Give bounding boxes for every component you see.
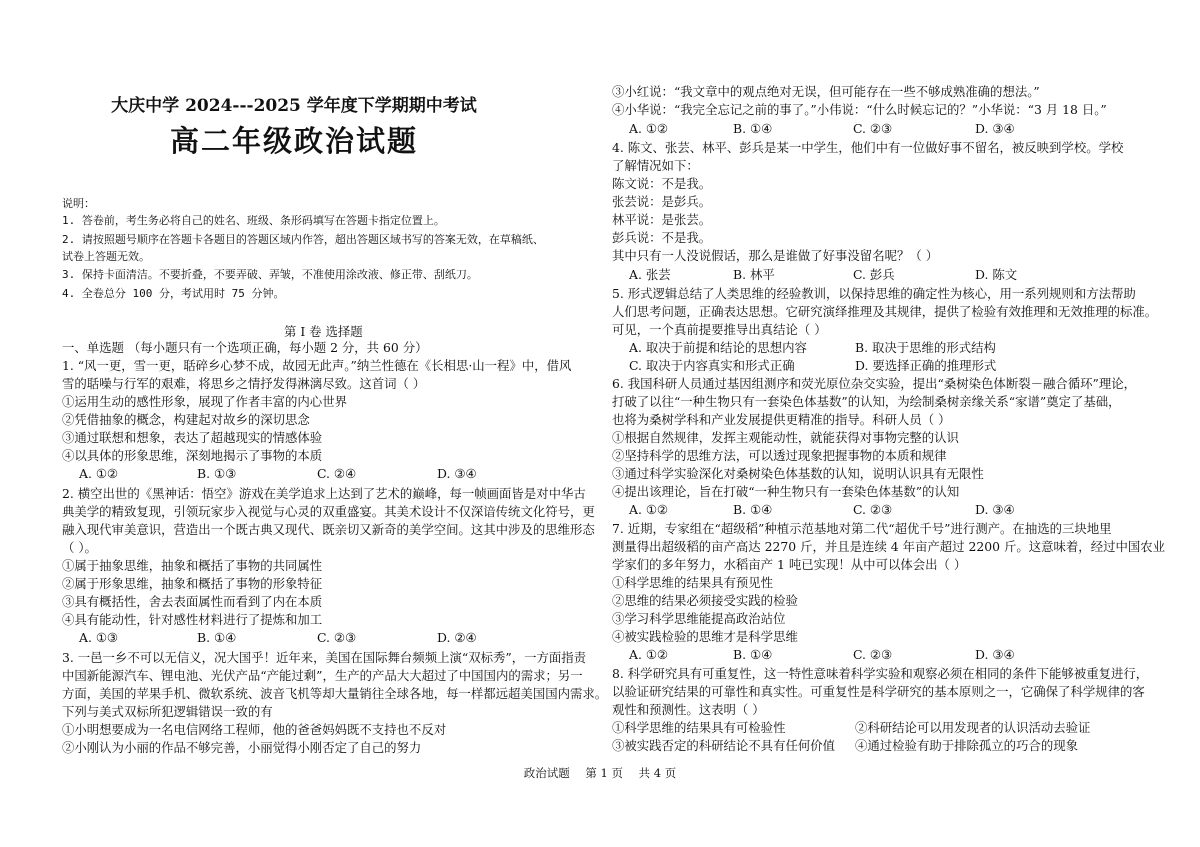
question-stem: 测量得出超级稻的亩产高达 2270 斤，并且是连续 4 年亩产超过 2200 斤。这意味着，经过中国农业 [612, 539, 1166, 554]
question-statement: ④以具体的形象思维，深刻地揭示了事物的本质 [62, 448, 323, 463]
option-b[interactable]: B. 取决于思维的形式结构 [855, 340, 996, 355]
question-statement: ④通过检验有助于排除孤立的巧合的现象 [855, 738, 1079, 753]
option-a[interactable]: A. ①② [629, 121, 669, 136]
exam-school-heading: 大庆中学 2024---2025 学年度下学期期中考试 [111, 96, 477, 116]
question-statement: 林平说：是张芸。 [612, 212, 712, 227]
answer-options [79, 465, 477, 483]
footer-total-pages: 共 4 页 [638, 766, 677, 780]
instructions-heading: 说明： [62, 197, 95, 210]
answer-options [629, 266, 1017, 284]
footer-subject: 政治试题 [523, 766, 570, 780]
question-statement: ②思维的结果必须接受实践的检验 [612, 593, 798, 608]
question-statement: ③通过科学实验深化对桑树染色体基数的认知，说明认识具有无限性 [612, 466, 984, 481]
question-statement: ③被实践否定的科研结论不具有任何价值 [612, 738, 836, 753]
answer-options [79, 629, 477, 647]
option-b[interactable]: B. ①③ [197, 466, 237, 481]
option-b[interactable]: B. ①④ [733, 647, 773, 662]
exam-title: 高二年级政治试题 [169, 124, 418, 158]
option-a[interactable]: A. ①② [629, 647, 669, 662]
question-statement: ②坚持科学的思维方法，可以透过现象把握事物的本质和规律 [612, 448, 947, 463]
option-c[interactable]: C. ②③ [853, 502, 893, 517]
question-stem: 雪的聒噪与行军的艰难，将思乡之情抒发得淋漓尽致。这首词（ ） [62, 376, 426, 391]
question-stem: 方面，美国的苹果手机、微软系统、波音飞机等却大量销往全球各地，每一样都远超美国国内需求。 [62, 686, 608, 701]
footer-page-number: 第 1 页 [585, 766, 623, 780]
question-stem: 了解情况如下： [612, 158, 699, 173]
answer-options [629, 120, 1015, 138]
question-statement: ①运用生动的感性形象，展现了作者丰富的内心世界 [62, 394, 347, 409]
instruction-line: 3. 保持卡面清洁。不要折叠，不要弄破、弄皱，不准使用涂改液、修正带、刮纸刀。 [62, 268, 478, 281]
question-stem: 8. 科学研究具有可重复性，这一特性意味着科学实验和观察必须在相同的条件下能够被重复进行， [612, 666, 1149, 681]
option-d[interactable]: D. ③④ [975, 502, 1015, 517]
question-statement: ③通过联想和想象，表达了超越现实的情感体验 [62, 430, 323, 445]
answer-options [629, 339, 996, 357]
answer-options [629, 501, 1015, 519]
section-type-heading: 一、单选题 （每小题只有一个选项正确，每小题 2 分，共 60 分） [62, 340, 428, 355]
question-statement: ①科学思维的结果具有可检验性 [612, 720, 786, 735]
question-stem: 典美学的精致复现，引领玩家步入视觉与心灵的双重盛宴。其美术设计不仅深谙传统文化符号，更 [62, 504, 595, 519]
option-c[interactable]: C. 彭兵 [853, 267, 895, 282]
page-footer [0, 765, 1200, 781]
option-a[interactable]: A. 取决于前提和结论的思想内容 [629, 340, 807, 355]
option-a[interactable]: A. ①③ [79, 630, 119, 645]
question-stem: 打破了以往“一种生物只有一套染色体基数”的认知，为绘制桑树亲缘关系“家谱”奠定了基础， [612, 394, 1121, 409]
question-stem: 1. “风一更，雪一更，聒碎乡心梦不成，故园无此声。”纳兰性德在《长相思·山一程》中，借风 [62, 358, 572, 373]
option-b[interactable]: B. ①④ [733, 502, 773, 517]
question-statement: ③小红说：“我文章中的观点绝对无误，但可能存在一些不够成熟准确的想法。” [612, 84, 1040, 99]
question-statement: ③具有概括性，舍去表面属性而看到了内在本质 [62, 594, 323, 609]
answer-options [629, 646, 1015, 664]
question-statement: ④提出该理论，旨在打破“一种生物只有一套染色体基数”的认知 [612, 484, 960, 499]
question-statement: 张芸说：是彭兵。 [612, 194, 712, 209]
answer-options [629, 357, 996, 375]
question-stem: 人们思考问题，正确表达思想。它研究演绎推理及其规律，提供了检验有效推理和无效推理的标准。 [612, 304, 1158, 319]
question-statement: ④被实践检验的思维才是科学思维 [612, 629, 798, 644]
question-statement: ②小刚认为小丽的作品不够完善，小丽觉得小刚否定了自己的努力 [62, 740, 422, 755]
option-c[interactable]: C. 取决于内容真实和形式正确 [629, 358, 795, 373]
question-statement: ③学习科学思维能提高政治站位 [612, 611, 786, 626]
option-d[interactable]: D. ②④ [437, 630, 477, 645]
option-b[interactable]: B. ①④ [197, 630, 237, 645]
section-part-heading: 第 I 卷 选择题 [284, 324, 363, 339]
option-c[interactable]: C. ②③ [853, 647, 893, 662]
option-c[interactable]: C. ②③ [317, 630, 357, 645]
answer-options [612, 737, 1078, 755]
question-stem: 中国新能源汽车、锂电池、光伏产品“产能过剩”，生产的产品大大超过了中国国内的需求；另一 [62, 668, 583, 683]
question-stem: 3. 一邑一乡不可以无信义，况大国乎！近年来，美国在国际舞台频频上演“双标秀”，一方面指责 [62, 650, 587, 665]
answer-options [612, 719, 1090, 737]
question-stem: 观性和预测性。这表明（ ） [612, 702, 765, 717]
question-stem: 5. 形式逻辑总结了人类思维的经验教训，以保持思维的确定性为核心，用一系列规则和方法帮助 [612, 286, 1136, 301]
option-d[interactable]: D. 要选择正确的推理形式 [855, 358, 997, 373]
question-stem: 下列与美式双标所犯逻辑错误一致的有 [62, 704, 273, 719]
instruction-line: 4. 全卷总分 100 分，考试用时 75 分钟。 [62, 287, 285, 300]
option-d[interactable]: D. ③④ [975, 121, 1015, 136]
question-statement: ②属于形象思维，抽象和概括了事物的形象特征 [62, 576, 323, 591]
option-d[interactable]: D. 陈文 [975, 267, 1018, 282]
option-d[interactable]: D. ③④ [975, 647, 1015, 662]
question-statement: ①属于抽象思维，抽象和概括了事物的共同属性 [62, 558, 323, 573]
question-statement: ①小明想要成为一名电信网络工程师，他的爸爸妈妈既不支持也不反对 [62, 722, 447, 737]
question-statement: 彭兵说：不是我。 [612, 230, 712, 245]
question-stem: 4. 陈文、张芸、林平、彭兵是某一中学生，他们中有一位做好事不留名，被反映到学校。学校 [612, 140, 1124, 155]
option-a[interactable]: A. ①② [629, 502, 669, 517]
question-stem: 也将为桑树学科和产业发展提供更精准的指导。科研人员（ ） [612, 412, 951, 427]
question-statement: ①科学思维的结果具有预见性 [612, 575, 774, 590]
option-b[interactable]: B. 林平 [733, 267, 775, 282]
question-statement: ④具有能动性，针对感性材料进行了提炼和加工 [62, 612, 323, 627]
question-stem: 学家们的多年努力，水稻亩产 1 吨已实现！从中可以体会出（ ） [612, 557, 967, 572]
option-b[interactable]: B. ①④ [733, 121, 773, 136]
option-d[interactable]: D. ③④ [437, 466, 477, 481]
question-stem: 7. 近期，专家组在“超级稻”种植示范基地对第二代“超优千号”进行测产。在抽选的三块地里 [612, 521, 1112, 536]
question-stem: 可见，一个真前提要推导出真结论（ ） [612, 322, 827, 337]
question-stem: 以验证研究结果的可靠性和真实性。可重复性是科学研究的基本原则之一，它确保了科学规律的客 [612, 684, 1145, 699]
option-c[interactable]: C. ②④ [317, 466, 357, 481]
question-stem: 融入现代审美意识，营造出一个既古典又现代、既亲切又新奇的美学空间。这其中涉及的思维形态 [62, 522, 595, 537]
question-statement: 陈文说：不是我。 [612, 176, 712, 191]
question-stem: 其中只有一人没说假话，那么是谁做了好事没留名呢？（ ） [612, 248, 939, 263]
option-a[interactable]: A. ①② [79, 466, 119, 481]
question-statement: ②凭借抽象的概念，构建起对故乡的深切思念 [62, 412, 310, 427]
question-stem: 6. 我国科研人员通过基因组测序和荧光原位杂交实验，提出“桑树染色体断裂－融合循环”理论， [612, 376, 1137, 391]
instruction-line: 试卷上答题无效。 [62, 250, 150, 263]
question-statement: ②科研结论可以用发现者的认识活动去验证 [855, 720, 1091, 735]
question-statement: ④小华说：“我完全忘记之前的事了。”小伟说：“什么时候忘记的？”小华说：“3 月 18 日。” [612, 102, 1107, 117]
instruction-line: 2. 请按照题号顺序在答题卡各题目的答题区域内作答，超出答题区域书写的答案无效，在草稿纸、 [62, 233, 544, 246]
option-a[interactable]: A. 张芸 [629, 267, 671, 282]
option-c[interactable]: C. ②③ [853, 121, 893, 136]
question-stem: 2. 横空出世的《黑神话：悟空》游戏在美学追求上达到了艺术的巅峰，每一帧画面皆是对中华古 [62, 486, 586, 501]
question-stem: （ ）。 [62, 540, 97, 555]
question-statement: ①根据自然规律，发挥主观能动性，就能获得对事物完整的认识 [612, 430, 959, 445]
instruction-line: 1. 答卷前，考生务必将自己的姓名、班级、条形码填写在答题卡指定位置上。 [62, 214, 445, 227]
